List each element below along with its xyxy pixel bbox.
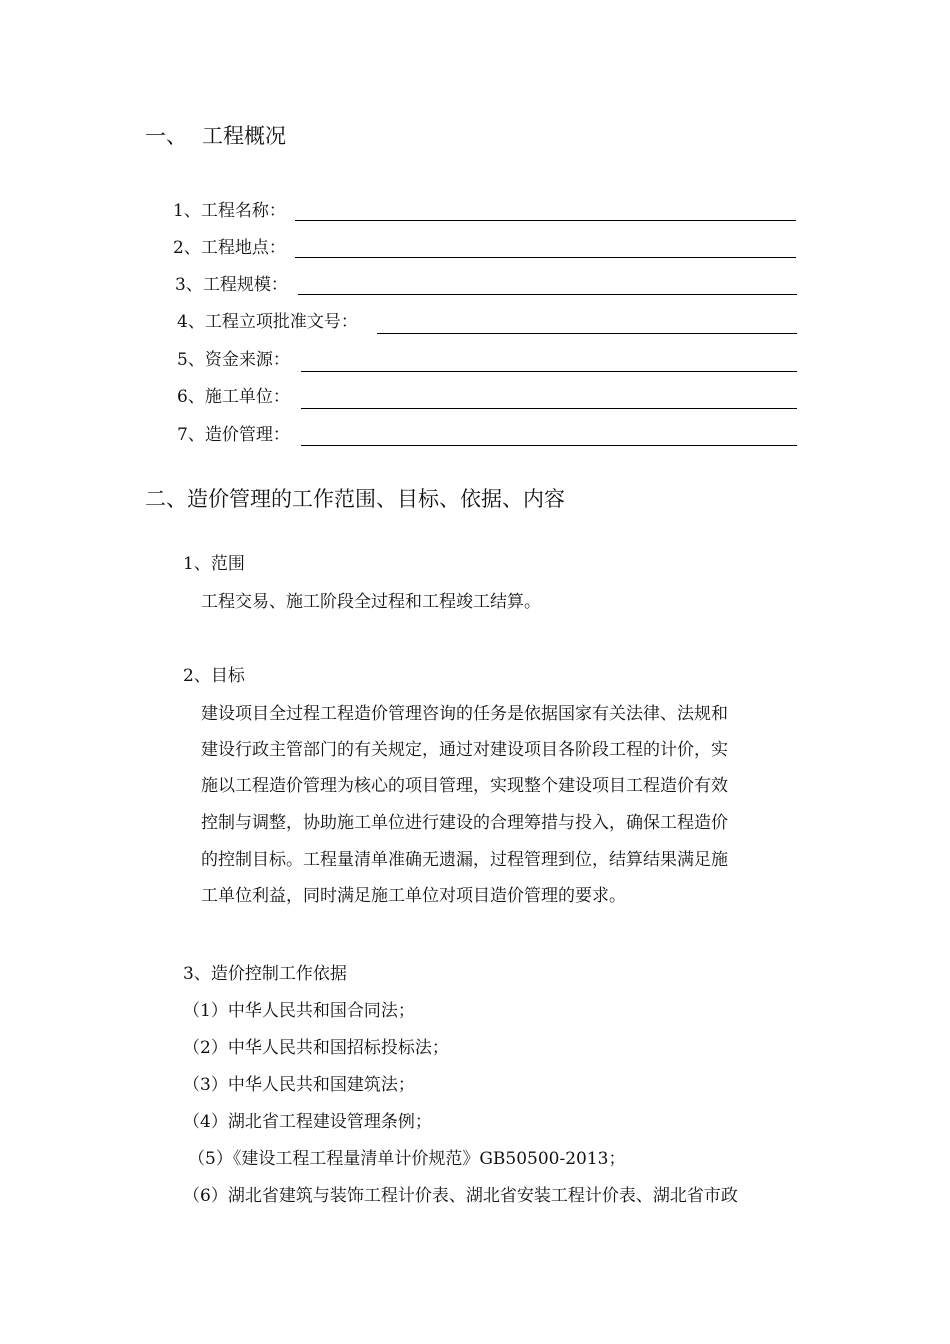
goal-line: 工单位利益，同时满足施工单位对项目造价管理的要求。	[201, 886, 626, 906]
field-label-approval-number: 4、工程立项批准文号：	[177, 312, 358, 332]
section1-title: 工程概况	[202, 124, 286, 148]
field-label-contractor: 6、施工单位：	[177, 387, 290, 407]
basis-item: （6）湖北省建筑与装饰工程计价表、湖北省安装工程计价表、湖北省市政	[183, 1186, 738, 1206]
field-label-fund-source: 5、资金来源：	[177, 350, 290, 370]
basis-item: （5）《建设工程工程量清单计价规范》GB50500-2013；	[188, 1149, 626, 1169]
field-label-project-scale: 3、工程规模：	[175, 275, 288, 295]
goal-line: 控制与调整，协助施工单位进行建设的合理筹措与投入，确保工程造价	[201, 813, 728, 833]
field-line-project-location	[295, 257, 796, 258]
basis-heading: 3、造价控制工作依据	[183, 964, 347, 984]
basis-item: （4）湖北省工程建设管理条例；	[183, 1112, 432, 1132]
goal-line: 建设行政主管部门的有关规定，通过对建设项目各阶段工程的计价，实	[201, 740, 728, 760]
field-line-approval-number	[377, 333, 797, 334]
goal-line: 建设项目全过程工程造价管理咨询的任务是依据国家有关法律、法规和	[201, 704, 728, 724]
field-line-project-scale	[298, 294, 797, 295]
field-line-cost-management	[301, 445, 797, 446]
goal-line: 施以工程造价管理为核心的项目管理，实现整个建设项目工程造价有效	[201, 776, 728, 796]
scope-text: 工程交易、施工阶段全过程和工程竣工结算。	[201, 592, 541, 612]
section2-title: 二、造价管理的工作范围、目标、依据、内容	[145, 487, 565, 511]
field-label-project-name: 1、工程名称：	[173, 201, 286, 221]
basis-item: （2）中华人民共和国招标投标法；	[183, 1038, 449, 1058]
basis-item: （1）中华人民共和国合同法；	[183, 1001, 415, 1021]
field-line-fund-source	[301, 371, 797, 372]
field-label-project-location: 2、工程地点：	[173, 238, 286, 258]
goal-heading: 2、目标	[183, 666, 245, 686]
scope-heading: 1、范围	[183, 554, 245, 574]
goal-line: 的控制目标。工程量清单准确无遗漏，过程管理到位，结算结果满足施	[201, 850, 728, 870]
basis-item: （3）中华人民共和国建筑法；	[183, 1075, 415, 1095]
field-line-contractor	[301, 408, 797, 409]
field-line-project-name	[295, 220, 796, 221]
section1-number: 一、	[145, 124, 187, 148]
field-label-cost-management: 7、造价管理：	[177, 425, 290, 445]
